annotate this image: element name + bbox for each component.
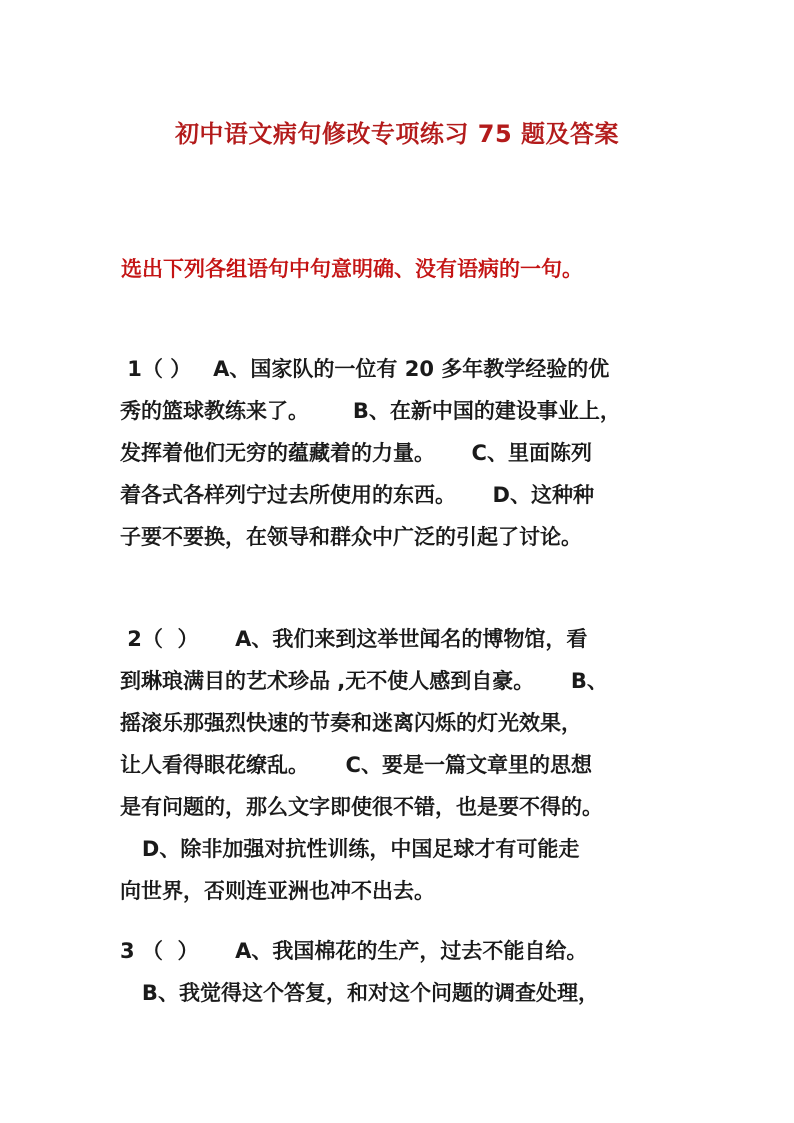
question-line: 向世界，否则连亚洲也冲不出去。 [120, 879, 435, 903]
question-line: 发挥着他们无穷的蕴藏着的力量。 C、里面陈列 [120, 441, 592, 465]
question-line: 到琳琅满目的艺术珍品 ,无不使人感到自豪。 B、 [120, 669, 608, 693]
question-line: 是有问题的，那么文字即使很不错，也是要不得的。 [120, 795, 603, 819]
question-line: 子要不要换，在领导和群众中广泛的引起了讨论。 [120, 525, 582, 549]
question-line: 让人看得眼花缭乱。 C、要是一篇文章里的思想 [120, 753, 592, 777]
question-line: 3 （ ） A、我国棉花的生产，过去不能自给。 [120, 939, 588, 963]
question-line: 2（ ） A、我们来到这举世闻名的博物馆，看 [120, 627, 588, 651]
question-line: 着各式各样列宁过去所使用的东西。 D、这种种 [120, 483, 594, 507]
instruction-text: 选出下列各组语句中句意明确、没有语病的一句。 [121, 257, 583, 281]
question-1 [120, 348, 680, 558]
question-line: B、我觉得这个答复，和对这个问题的调查处理， [120, 981, 599, 1005]
question-3 [120, 930, 680, 1014]
question-line: 摇滚乐那强烈快速的节奏和迷离闪烁的灯光效果， [120, 711, 582, 735]
question-line: 1（ ） A、国家队的一位有 20 多年教学经验的优 [120, 357, 610, 381]
question-line: 秀的篮球教练来了。 B、在新中国的建设事业上， [120, 399, 621, 423]
question-line: D、除非加强对抗性训练，中国足球才有可能走 [120, 837, 580, 861]
document-title: 初中语文病句修改专项练习 75 题及答案 [174, 120, 620, 148]
question-2 [120, 618, 680, 912]
